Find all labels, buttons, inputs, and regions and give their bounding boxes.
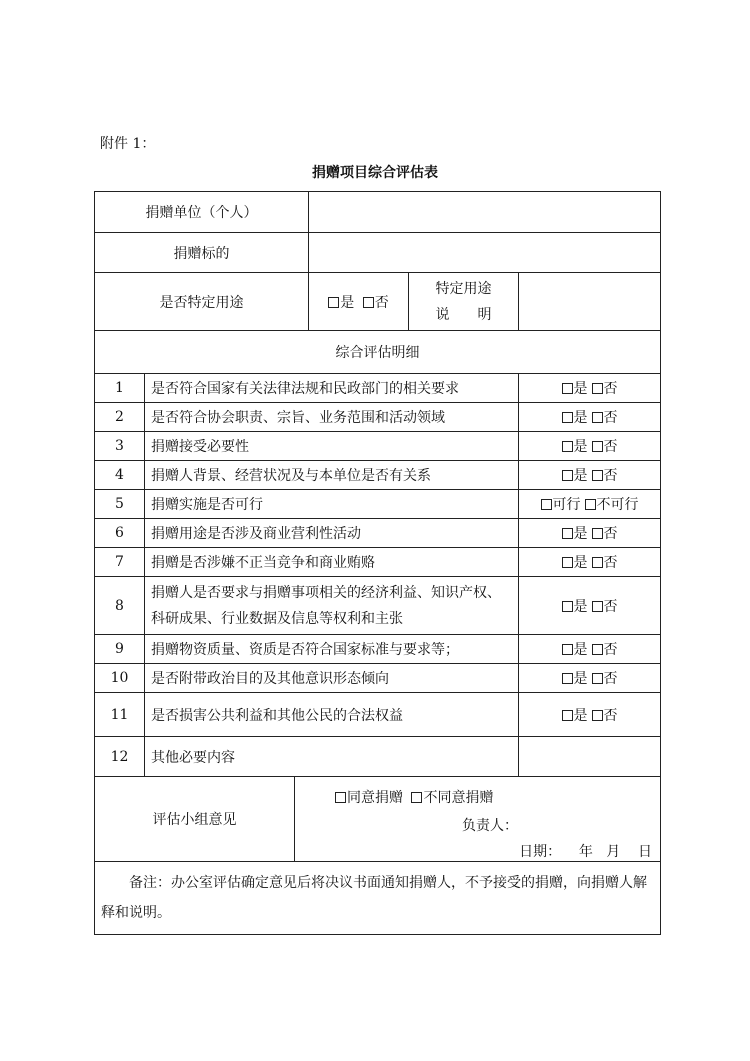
donor-unit-field[interactable]	[309, 192, 661, 233]
checkbox[interactable]	[562, 412, 573, 423]
specific-use-options	[309, 273, 409, 331]
donation-subject-field[interactable]	[309, 233, 661, 273]
table-row	[95, 374, 661, 403]
checkbox[interactable]	[562, 528, 573, 539]
specific-use-desc-line2: 说 明	[435, 306, 492, 323]
item-number: 12	[95, 737, 145, 777]
opinion-options	[333, 787, 495, 807]
item-text: 捐赠实施是否可行	[145, 490, 519, 519]
checkbox[interactable]	[592, 383, 603, 394]
option-no: 否	[374, 294, 389, 311]
table-row	[95, 635, 661, 664]
checkbox[interactable]	[585, 499, 596, 510]
checkbox[interactable]	[562, 710, 573, 721]
option-yes: 是	[340, 294, 355, 311]
date-label: 日期： 年 月 日	[519, 844, 653, 860]
item-number: 9	[95, 635, 145, 664]
checkbox[interactable]	[335, 792, 346, 803]
table-row	[95, 693, 661, 737]
checkbox[interactable]	[592, 528, 603, 539]
table-row	[95, 432, 661, 461]
option-yes: 是	[573, 468, 588, 484]
option-no: 否	[603, 642, 618, 658]
section-header: 综合评估明细	[95, 331, 661, 374]
opinion-label: 评估小组意见	[95, 777, 295, 862]
item-number: 10	[95, 664, 145, 693]
remarks: 备注：办公室评估确定意见后将决议书面通知捐赠人，不予接受的捐赠，向捐赠人解释和说明。	[95, 862, 661, 935]
checkbox[interactable]	[363, 297, 374, 308]
item-options	[519, 693, 661, 737]
item-number: 6	[95, 519, 145, 548]
item-number: 5	[95, 490, 145, 519]
item-options	[519, 374, 661, 403]
table-row	[95, 737, 661, 777]
item-text: 捐赠人背景、经营状况及与本单位是否有关系	[145, 461, 519, 490]
item-number: 7	[95, 548, 145, 577]
specific-use-desc-label	[409, 273, 519, 331]
checkbox[interactable]	[541, 499, 552, 510]
donation-subject-label: 捐赠标的	[95, 233, 309, 273]
option-yes: 是	[573, 555, 588, 571]
option-agree: 同意捐赠	[347, 790, 403, 806]
checkbox[interactable]	[592, 673, 603, 684]
option-infeasible: 不可行	[596, 497, 639, 513]
option-no: 否	[603, 468, 618, 484]
checkbox[interactable]	[592, 557, 603, 568]
checkbox[interactable]	[328, 297, 339, 308]
opinion-cell	[295, 777, 661, 862]
option-no: 否	[603, 439, 618, 455]
specific-use-desc-line1: 特定用途	[435, 280, 492, 297]
item-text: 是否符合协会职责、宗旨、业务范围和活动领域	[145, 403, 519, 432]
item-text: 是否附带政治目的及其他意识形态倾向	[145, 664, 519, 693]
option-no: 否	[603, 707, 618, 724]
item-options	[519, 664, 661, 693]
option-yes: 是	[573, 439, 588, 455]
item-text: 是否符合国家有关法律法规和民政部门的相关要求	[145, 374, 519, 403]
table-row	[95, 577, 661, 635]
option-yes: 是	[573, 671, 588, 687]
checkbox[interactable]	[562, 441, 573, 452]
option-yes: 是	[573, 598, 588, 615]
form-title: 捐赠项目综合评估表	[312, 165, 438, 181]
item-text: 捐赠用途是否涉及商业营利性活动	[145, 519, 519, 548]
item-options	[519, 490, 661, 519]
checkbox[interactable]	[592, 601, 603, 612]
option-yes: 是	[573, 642, 588, 658]
checkbox[interactable]	[562, 383, 573, 394]
item-number: 1	[95, 374, 145, 403]
option-yes: 是	[573, 526, 588, 542]
checkbox[interactable]	[562, 601, 573, 612]
table-row	[95, 548, 661, 577]
responsible-label: 负责人：	[462, 818, 519, 834]
table-row	[95, 490, 661, 519]
item-text: 捐赠物资质量、资质是否符合国家标准与要求等；	[145, 635, 519, 664]
item-number: 3	[95, 432, 145, 461]
option-no: 否	[603, 671, 618, 687]
option-no: 否	[603, 555, 618, 571]
item-text: 捐赠人是否要求与捐赠事项相关的经济利益、知识产权、科研成果、行业数据及信息等权利和主张	[145, 577, 519, 635]
option-no: 否	[603, 410, 618, 426]
table-row	[95, 519, 661, 548]
item-options	[519, 548, 661, 577]
item-options	[519, 403, 661, 432]
item-text: 捐赠接受必要性	[145, 432, 519, 461]
option-yes: 是	[573, 707, 588, 724]
checkbox[interactable]	[562, 470, 573, 481]
donor-unit-label: 捐赠单位（个人）	[95, 192, 309, 233]
item-options	[519, 577, 661, 635]
checkbox[interactable]	[592, 470, 603, 481]
table-row	[95, 461, 661, 490]
item-number: 11	[95, 693, 145, 737]
option-yes: 是	[573, 410, 588, 426]
checkbox[interactable]	[592, 644, 603, 655]
checkbox[interactable]	[592, 412, 603, 423]
checkbox[interactable]	[411, 792, 422, 803]
option-no: 否	[603, 598, 618, 615]
option-yes: 是	[573, 381, 588, 397]
option-disagree: 不同意捐赠	[423, 790, 494, 806]
item-number: 4	[95, 461, 145, 490]
item-options	[519, 461, 661, 490]
item-options	[519, 432, 661, 461]
evaluation-table	[94, 191, 661, 935]
option-no: 否	[603, 381, 618, 397]
option-feasible: 可行	[552, 497, 581, 513]
item-number: 2	[95, 403, 145, 432]
checkbox[interactable]	[562, 644, 573, 655]
item-number: 8	[95, 577, 145, 635]
item-text: 其他必要内容	[145, 737, 519, 777]
specific-use-label: 是否特定用途	[95, 273, 309, 331]
table-row	[95, 403, 661, 432]
item-text: 捐赠是否涉嫌不正当竞争和商业贿赂	[145, 548, 519, 577]
checkbox[interactable]	[592, 710, 603, 721]
attachment-label: 附件 1：	[100, 136, 156, 152]
item-options	[519, 635, 661, 664]
specific-use-desc-field[interactable]	[519, 273, 661, 331]
checkbox[interactable]	[562, 673, 573, 684]
checkbox[interactable]	[592, 441, 603, 452]
item-text: 是否损害公共利益和其他公民的合法权益	[145, 693, 519, 737]
option-no: 否	[603, 526, 618, 542]
checkbox[interactable]	[562, 557, 573, 568]
table-row	[95, 664, 661, 693]
item-options	[519, 519, 661, 548]
other-content-field[interactable]	[519, 737, 661, 777]
